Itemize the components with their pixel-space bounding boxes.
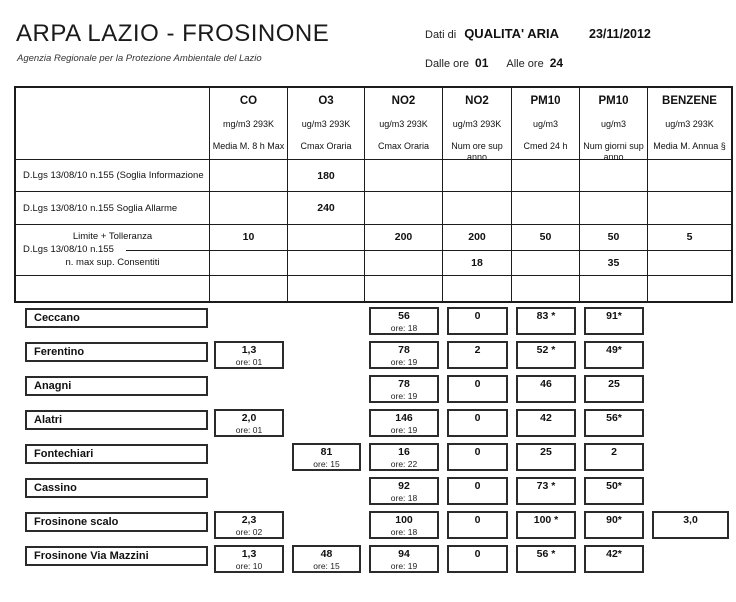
pollutant-stat: Num ore sup anno [451, 141, 503, 163]
pollutant-unit: ug/m3 [532, 119, 558, 129]
alle-ore-label: Alle ore [506, 58, 544, 70]
nmax-value [648, 250, 731, 276]
limit-cell [443, 160, 512, 192]
n-max-sup-label: n. max sup. Consentiti [65, 257, 160, 268]
limite-value: 10 [242, 231, 255, 244]
measurement-ore-label: ore: 01 [235, 357, 263, 367]
measurement-ore-label: ore: 18 [390, 323, 418, 333]
pollutant-stat: Num giorni sup anno [583, 141, 644, 163]
limit-block-cell [443, 225, 512, 276]
page-subtitle: Agenzia Regionale per la Protezione Ambientale del Lazio [17, 53, 262, 64]
pollutant-unit: ug/m3 293K [301, 119, 351, 129]
pollutant-stat: Media M. 8 h Max [212, 141, 285, 151]
limite-value: 50 [539, 231, 552, 244]
measurement-box [447, 511, 508, 539]
measurement-value: 2 [474, 344, 481, 356]
station-row [14, 545, 736, 573]
measurement-value: 25 [540, 446, 552, 458]
row-label-soglia-allarme: D.Lgs 13/08/10 n.155 Soglia Allarme [16, 192, 210, 225]
divider-line [126, 250, 209, 251]
station-row [14, 375, 736, 403]
measurement-box [447, 341, 508, 369]
row-label-limite-block [16, 225, 210, 276]
measurement-value: 83 * [536, 310, 556, 322]
measurement-box [369, 443, 439, 471]
measurement-box [516, 443, 576, 471]
measurement-ore-label: ore: 10 [235, 561, 263, 571]
measurement-ore-label: ore: 18 [390, 493, 418, 503]
station-label: Fontechiari [25, 444, 208, 464]
measurement-value: 3,0 [683, 514, 698, 526]
measurement-value: 91* [606, 310, 622, 322]
nmax-value: 35 [580, 250, 647, 276]
pollutant-unit: ug/m3 293K [665, 119, 714, 129]
measurement-box [447, 409, 508, 437]
measurement-box [516, 307, 576, 335]
measurement-box [516, 511, 576, 539]
measurement-ore-label: ore: 22 [390, 459, 418, 469]
station-label: Ferentino [25, 342, 208, 362]
limite-value: 200 [394, 231, 413, 244]
measurement-box [584, 341, 644, 369]
measurement-value: 94 [398, 548, 410, 560]
page-title: ARPA LAZIO - FROSINONE [16, 20, 330, 47]
alle-ore-value: 24 [549, 56, 564, 70]
measurement-box [584, 545, 644, 573]
empty-cell [16, 276, 210, 301]
pollutant-unit: ug/m3 293K [379, 119, 428, 129]
measurement-value: 42* [606, 548, 622, 560]
limite-tolleranza-label: Limite + Tolleranza [72, 231, 153, 242]
measurement-value: 0 [474, 412, 481, 424]
column-header-o3 [288, 88, 365, 160]
measurement-box [584, 375, 644, 403]
measurement-ore-label: ore: 19 [390, 391, 418, 401]
limite-value [288, 225, 364, 250]
measurement-value: 0 [474, 480, 481, 492]
pollutant-name: NO2 [391, 95, 416, 107]
station-label: Frosinone Via Mazzini [25, 546, 208, 566]
measurement-box [584, 477, 644, 505]
measurement-value: 16 [398, 446, 410, 458]
measurement-ore-label: ore: 15 [313, 561, 340, 571]
pollutant-name: O3 [318, 95, 334, 107]
pollutant-unit: ug/m3 [600, 119, 626, 129]
limit-block-cell [288, 225, 365, 276]
station-row [14, 307, 736, 335]
measurement-ore-label: ore: 19 [390, 425, 418, 435]
station-label: Alatri [25, 410, 208, 430]
measurement-ore-label: ore: 15 [313, 459, 340, 469]
measurement-box [292, 443, 361, 471]
limite-value: 50 [607, 231, 620, 244]
measurement-box [447, 545, 508, 573]
measurement-box [214, 341, 284, 369]
measurement-ore-label: ore: 01 [235, 425, 263, 435]
measurement-value: 1,3 [241, 548, 257, 560]
pollutant-name: CO [239, 95, 258, 107]
limite-value: 200 [468, 231, 486, 244]
measurement-value: 81 [320, 446, 333, 458]
pollutant-name: BENZENE [662, 95, 717, 107]
limit-cell [443, 192, 512, 225]
limit-cell [648, 160, 731, 192]
measurement-value: 78 [398, 344, 410, 356]
pollutant-name: PM10 [530, 95, 561, 107]
measurement-box [214, 409, 284, 437]
measurement-value: 90* [606, 514, 622, 526]
measurement-value: 100 [395, 514, 413, 526]
measurement-value: 78 [398, 378, 410, 390]
measurement-box [369, 341, 439, 369]
limit-block-cell [365, 225, 443, 276]
limit-cell [365, 192, 443, 225]
column-header-no2-sup [443, 88, 512, 163]
measurement-value: 0 [474, 310, 481, 322]
empty-cell [443, 276, 512, 301]
measurement-value: 2,0 [241, 412, 257, 424]
measurement-box [369, 511, 439, 539]
measurement-value: 146 [395, 412, 413, 424]
measurement-box [584, 511, 644, 539]
dalle-ore-value: 01 [475, 56, 489, 70]
nmax-value [365, 250, 442, 276]
measurement-box [369, 307, 439, 335]
station-label: Anagni [25, 376, 208, 396]
measurement-value: 46 [540, 378, 552, 390]
column-header-benzene [648, 88, 731, 160]
nmax-value: 18 [443, 250, 511, 276]
measurement-box [369, 375, 439, 403]
measurement-value: 73 * [536, 480, 556, 492]
measurement-value: 2 [611, 446, 617, 458]
station-label: Ceccano [25, 308, 208, 328]
pollutant-name: PM10 [598, 95, 629, 107]
measurement-ore-label: ore: 02 [235, 527, 263, 537]
measurement-value: 42 [540, 412, 552, 424]
limit-cell [365, 160, 443, 192]
measurement-value: 0 [474, 514, 481, 526]
empty-cell [512, 276, 580, 301]
nmax-value [512, 250, 579, 276]
measurement-value: 2,3 [241, 514, 257, 526]
measurement-value: 56 [398, 310, 410, 322]
measurement-value: 50* [606, 480, 622, 492]
measurement-box [516, 375, 576, 403]
pollutant-stat: Cmax Oraria [300, 141, 352, 151]
limit-cell [512, 160, 580, 192]
measurement-box [584, 443, 644, 471]
report-info-line1 [425, 26, 651, 41]
measurement-box [516, 477, 576, 505]
pollutant-stat: Cmed 24 h [523, 141, 568, 151]
empty-cell [365, 276, 443, 301]
limit-cell: 240 [288, 192, 365, 225]
limit-cell [512, 192, 580, 225]
measurement-value: 1,3 [241, 344, 257, 356]
measurement-box [516, 545, 576, 573]
nmax-value [210, 250, 287, 276]
limit-cell [210, 192, 288, 225]
pollutant-stat: Media M. Annua § [653, 141, 726, 151]
measurement-value: 0 [474, 548, 481, 560]
empty-cell [580, 276, 648, 301]
measurement-box [584, 307, 644, 335]
limit-cell [648, 192, 731, 225]
nmax-value [288, 250, 364, 276]
column-header-co [210, 88, 288, 160]
limit-block-cell [512, 225, 580, 276]
measurement-value: 100 * [533, 514, 559, 526]
limits-table [14, 86, 733, 303]
measurement-box [447, 477, 508, 505]
measurement-ore-label: ore: 19 [390, 357, 418, 367]
limit-cell [210, 160, 288, 192]
measurement-value: 49* [606, 344, 622, 356]
pollutant-name: NO2 [465, 95, 489, 107]
corner-cell [16, 88, 210, 160]
measurement-box [447, 307, 508, 335]
measurement-box [447, 443, 508, 471]
measurement-box [447, 375, 508, 403]
station-row [14, 443, 736, 471]
station-row [14, 409, 736, 437]
measurement-box [652, 511, 729, 539]
measurement-box [369, 477, 439, 505]
pollutant-unit: mg/m3 293K [222, 119, 275, 129]
column-header-no2-cmax [365, 88, 443, 160]
station-label: Frosinone scalo [25, 512, 208, 532]
station-row [14, 477, 736, 505]
limit-block-cell [648, 225, 731, 276]
station-label: Cassino [25, 478, 208, 498]
dati-di-label: Dati di [425, 29, 457, 41]
measurement-value: 0 [474, 378, 481, 390]
measurement-box [584, 409, 644, 437]
limit-block-cell [580, 225, 648, 276]
dlgs-label: D.Lgs 13/08/10 n.155 [23, 244, 114, 255]
measurement-box [516, 341, 576, 369]
measurement-box [516, 409, 576, 437]
measurement-box [292, 545, 361, 573]
measurement-box [369, 545, 439, 573]
empty-cell [648, 276, 731, 301]
pollutant-stat: Cmax Oraria [377, 141, 429, 151]
limit-block-cell [210, 225, 288, 276]
stations-list [14, 307, 736, 587]
report-info-line2 [425, 56, 563, 70]
station-row [14, 341, 736, 369]
measurement-value: 25 [608, 378, 620, 390]
measurement-value: 56* [606, 412, 622, 424]
measurement-ore-label: ore: 18 [390, 527, 418, 537]
measurement-value: 56 * [536, 548, 556, 560]
measurement-ore-label: ore: 19 [390, 561, 418, 571]
measurement-value: 52 * [536, 344, 556, 356]
dalle-ore-label: Dalle ore [425, 58, 470, 70]
column-header-pm10-cmed [512, 88, 580, 160]
dati-di-value: QUALITA' ARIA [464, 26, 559, 41]
measurement-box [214, 511, 284, 539]
pollutant-unit: ug/m3 293K [452, 119, 502, 129]
measurement-box [214, 545, 284, 573]
measurement-value: 92 [398, 480, 410, 492]
limit-cell [580, 160, 648, 192]
measurement-value: 0 [474, 446, 481, 458]
measurement-value: 48 [320, 548, 333, 560]
limite-value: 5 [686, 231, 693, 244]
report-date: 23/11/2012 [589, 27, 651, 41]
empty-cell [288, 276, 365, 301]
empty-cell [210, 276, 288, 301]
limit-cell: 180 [288, 160, 365, 192]
row-label-soglia-informazione: D.Lgs 13/08/10 n.155 (Soglia Informazione [16, 160, 210, 192]
measurement-box [369, 409, 439, 437]
column-header-pm10-sup [580, 88, 648, 163]
station-row [14, 511, 736, 539]
limit-cell [580, 192, 648, 225]
